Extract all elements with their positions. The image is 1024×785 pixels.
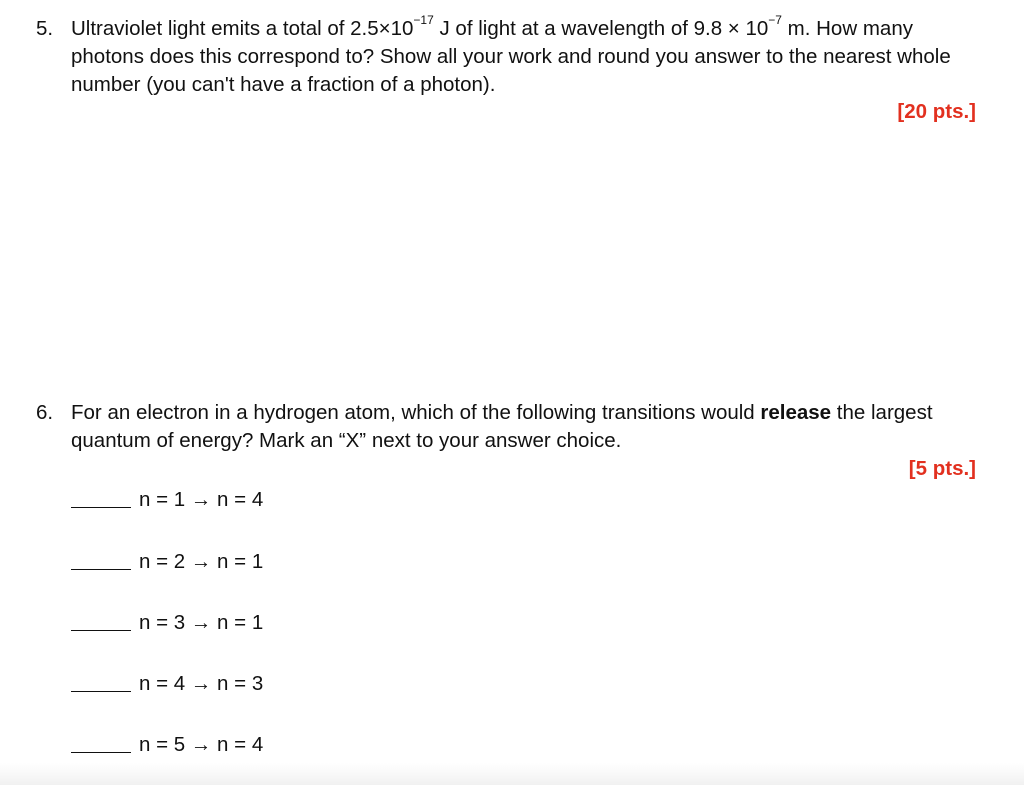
answer-choice-3 <box>71 609 263 637</box>
question-5-text <box>71 15 966 99</box>
answer-blank-1[interactable] <box>71 503 131 508</box>
question-5-exponent-1: −17 <box>413 13 434 28</box>
answer-choice-3-label: n = 3 → n = 1 <box>139 611 264 634</box>
question-6-text <box>71 399 966 455</box>
question-6-points: [5 pts.] <box>908 457 976 480</box>
question-6-text-part2: the largest quantum of energy? Mark an “X” next to your answer choice. <box>71 401 933 452</box>
question-6-bold-word: release <box>760 401 832 424</box>
answer-blank-4[interactable] <box>71 687 131 692</box>
question-5-text-part2: J of light at a wavelength of 9.8 × 10 <box>433 17 769 40</box>
answer-blank-2[interactable] <box>71 565 131 570</box>
question-5-number: 5. <box>36 17 54 40</box>
question-6-number: 6. <box>36 401 54 424</box>
question-5-points: [20 pts.] <box>897 100 976 123</box>
answer-choice-1-label: n = 1 → n = 4 <box>139 488 264 511</box>
answer-choice-1 <box>71 486 263 514</box>
answer-blank-5[interactable] <box>71 748 131 753</box>
answer-choice-5 <box>71 731 263 759</box>
question-5-text-part3: m. How many photons does this correspond to? Show all your work and round you answer to the nearest whole number (you can't have a fraction of a photon). <box>71 17 951 96</box>
answer-choice-5-label: n = 5 → n = 4 <box>139 733 264 756</box>
question-5 <box>36 15 966 99</box>
question-5-exponent-2: −7 <box>768 13 782 28</box>
page-bottom-edge <box>0 763 1024 785</box>
answer-choice-2-label: n = 2 → n = 1 <box>139 550 264 573</box>
answer-choice-4 <box>71 670 263 698</box>
question-6-text-part1: For an electron in a hydrogen atom, which of the following transitions would <box>71 401 761 424</box>
answer-choice-2 <box>71 548 263 576</box>
answer-choice-4-label: n = 4 → n = 3 <box>139 672 264 695</box>
question-5-text-part1: Ultraviolet light emits a total of 2.5×10 <box>71 17 414 40</box>
question-6 <box>36 399 966 455</box>
answer-blank-3[interactable] <box>71 626 131 631</box>
